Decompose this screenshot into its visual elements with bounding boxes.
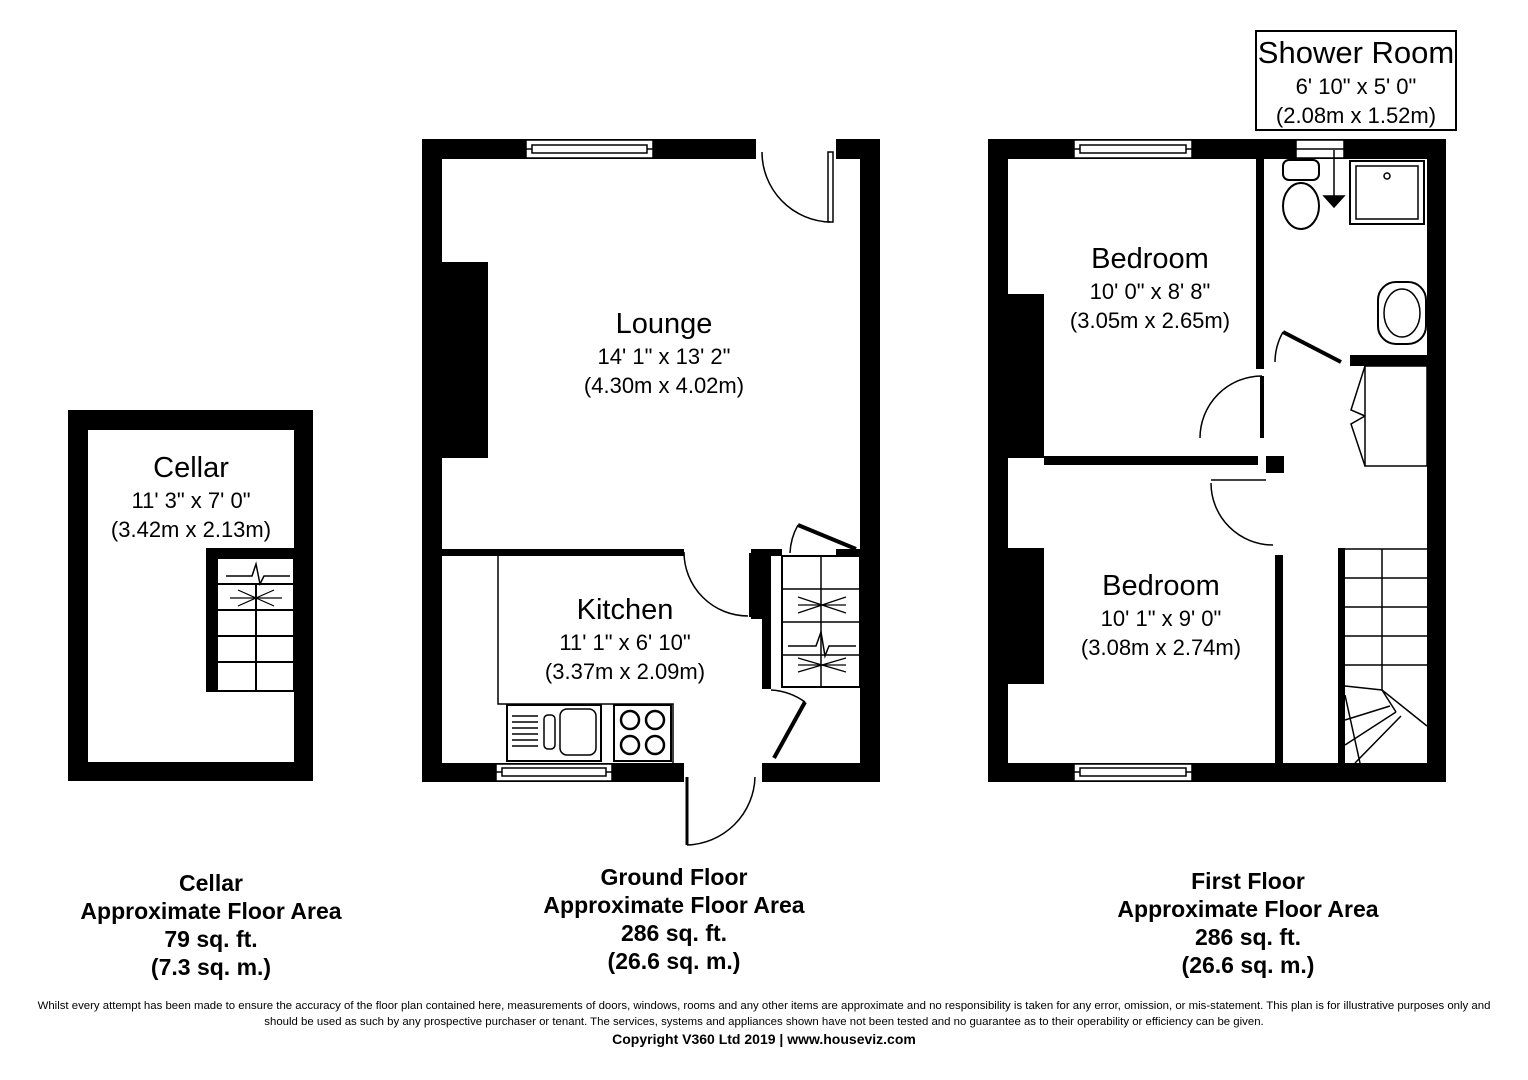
bedroom-1-size-metric: (3.05m x 2.65m)	[1069, 308, 1231, 333]
shower-room-size-imperial: 6' 10" x 5' 0"	[1295, 74, 1417, 99]
first-floor-subtitle: Approximate Floor Area	[1117, 896, 1379, 922]
cellar-floor-sqft: 79 sq. ft.	[164, 926, 258, 952]
first-floor-sqm: (26.6 sq. m.)	[1181, 952, 1315, 978]
ground-floor-area	[494, 863, 854, 975]
first-floor-staircase	[1345, 549, 1427, 763]
ground-floor-title: Ground Floor	[600, 864, 748, 890]
cellar-name: Cellar	[153, 452, 229, 484]
first-floor-area	[1068, 867, 1428, 979]
cellar-floor-area	[31, 869, 391, 981]
kitchen-name: Kitchen	[576, 594, 674, 626]
lounge-size-metric: (4.30m x 4.02m)	[583, 373, 745, 398]
first-floor-walls	[988, 139, 1446, 782]
lounge-size-imperial: 14' 1" x 13' 2"	[597, 344, 731, 369]
ground-floor-subtitle: Approximate Floor Area	[543, 892, 805, 918]
hob-icon	[614, 705, 671, 761]
sink-icon	[507, 705, 601, 761]
ground-floor-doors	[684, 152, 856, 845]
first-floor-plan	[988, 139, 1446, 782]
shower-room-size-metric: (2.08m x 1.52m)	[1275, 103, 1437, 128]
bedroom-2-name: Bedroom	[1102, 570, 1220, 602]
disclaimer-text: Whilst every attempt has been made to ensure the accuracy of the floor plan contained here, measurements of doors, windows, rooms and any other items are approximate and no responsibility is taken for any error, omission, or mis-statement. This plan is for illustrative purposes only and should be used as such by any prospective purchaser or tenant. The services, systems and appliances shown have not been tested and no guarantee as to their operability or efficiency can be given.	[37, 1000, 1491, 1028]
cellar-staircase	[207, 549, 294, 691]
ground-floor-sqft: 286 sq. ft.	[620, 920, 728, 946]
ground-floor-windows	[496, 140, 653, 781]
basin-icon	[1378, 282, 1426, 344]
copyright-text: Copyright V360 Ltd 2019 | www.houseviz.com	[612, 1031, 916, 1047]
kitchen-size-imperial: 11' 1" x 6' 10"	[559, 630, 691, 655]
shower-room-fittings	[1283, 150, 1426, 344]
ground-floor-sqm: (26.6 sq. m.)	[607, 948, 741, 974]
kitchen-size-metric: (3.37m x 2.09m)	[544, 659, 706, 684]
ground-floor-plan	[422, 139, 880, 845]
ground-floor-staircase	[782, 556, 860, 687]
first-floor-sqft: 286 sq. ft.	[1194, 924, 1302, 950]
bedroom-2-size-metric: (3.08m x 2.74m)	[1080, 635, 1242, 660]
cellar-floor-subtitle: Approximate Floor Area	[80, 898, 342, 924]
shower-room-name: Shower Room	[1257, 35, 1455, 70]
cellar-size-metric: (3.42m x 2.13m)	[110, 517, 272, 542]
ground-floor-walls	[422, 139, 880, 782]
cellar-floor-sqm: (7.3 sq. m.)	[150, 954, 272, 980]
lounge-name: Lounge	[615, 308, 713, 340]
bedroom-1-name: Bedroom	[1091, 243, 1209, 275]
shower-tray-icon	[1350, 161, 1424, 224]
first-floor-title: First Floor	[1191, 868, 1305, 894]
cellar-size-imperial: 11' 3" x 7' 0"	[131, 488, 251, 513]
bedroom-2-size-imperial: 10' 1" x 9' 0"	[1100, 606, 1222, 631]
cellar-floor-title: Cellar	[179, 870, 243, 896]
toilet-icon	[1283, 160, 1319, 229]
bedroom-1-size-imperial: 10' 0" x 8' 8"	[1089, 279, 1211, 304]
